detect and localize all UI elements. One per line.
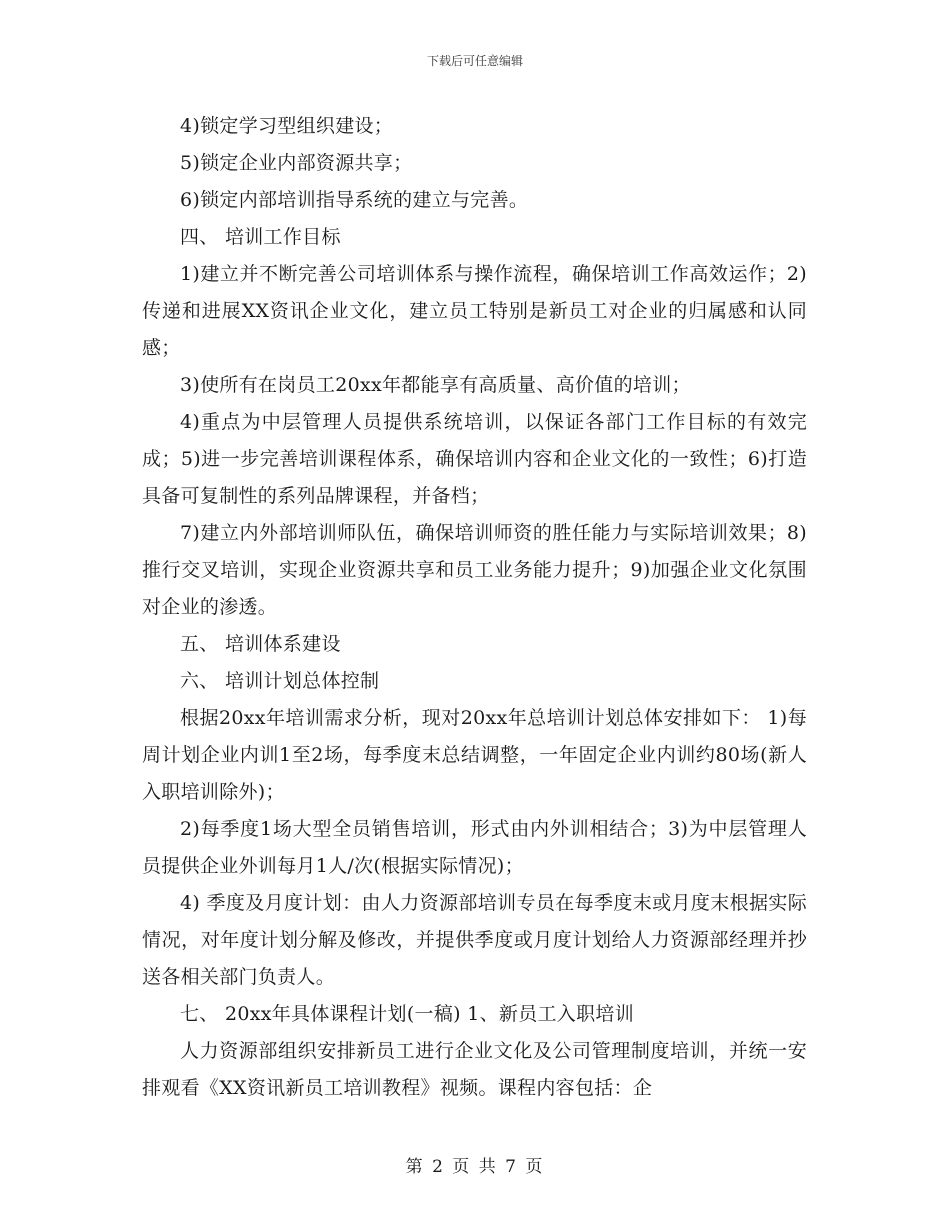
page-number: 第 2 页 共 7 页: [405, 1157, 545, 1177]
paragraph-8: 7)建立内外部培训师队伍，确保培训师资的胜任能力与实际培训效果；8)推行交叉培训，实现企业资源共享和员工业务能力提升；9)加强企业文化氛围对企业的渗透。: [142, 522, 807, 618]
section-heading-7: 七、 20xx年具体课程计划(一稿) 1、新员工入职培训: [180, 1003, 635, 1025]
paragraph-2: 5)锁定企业内部资源共享；: [180, 152, 413, 174]
paragraph-3: 6)锁定内部培训指导系统的建立与完善。: [180, 189, 529, 211]
paragraph-1: 4)锁定学习型组织建设；: [180, 115, 394, 137]
paragraph-13: 4) 季度及月度计划：由人力资源部培训专员在每季度末或月度末根据实际情况，对年度计划分解及修改，并提供季度或月度计划给人力资源部经理并抄送各相关部门负责人。: [142, 892, 807, 988]
paragraph-12: 2)每季度1场大型全员销售培训，形式由内外训相结合；3)为中层管理人员提供企业外训每月1人/次(根据实际情况)；: [142, 818, 807, 877]
section-heading-6: 六、 培训计划总体控制: [180, 670, 380, 692]
document-body: [142, 108, 807, 1107]
page-header: 下载后可任意编辑: [426, 54, 523, 68]
paragraph-5: 1)建立并不断完善公司培训体系与操作流程，确保培训工作高效运作；2)传递和进展XX资讯企业文化，建立员工特别是新员工对企业的归属感和认同感；: [142, 263, 807, 359]
section-heading-5: 五、 培训体系建设: [180, 633, 341, 655]
paragraph-15: 人力资源部组织安排新员工进行企业文化及公司管理制度培训，并统一安排观看《XX资讯新员工培训教程》视频。课程内容包括：企: [142, 1040, 807, 1099]
paragraph-6: 3)使所有在岗员工20xx年都能享有高质量、高价值的培训；: [180, 374, 691, 396]
paragraph-11: 根据20xx年培训需求分析，现对20xx年总培训计划总体安排如下： 1)每周计划企业内训1至2场，每季度末总结调整，一年固定企业内训约80场(新人入职培训除外)；: [142, 707, 807, 803]
section-heading-4: 四、 培训工作目标: [180, 226, 341, 248]
paragraph-7: 4)重点为中层管理人员提供系统培训，以保证各部门工作目标的有效完成；5)进一步完善培训课程体系，确保培训内容和企业文化的一致性；6)打造具备可复制性的系列品牌课程，并备档；: [142, 411, 807, 507]
